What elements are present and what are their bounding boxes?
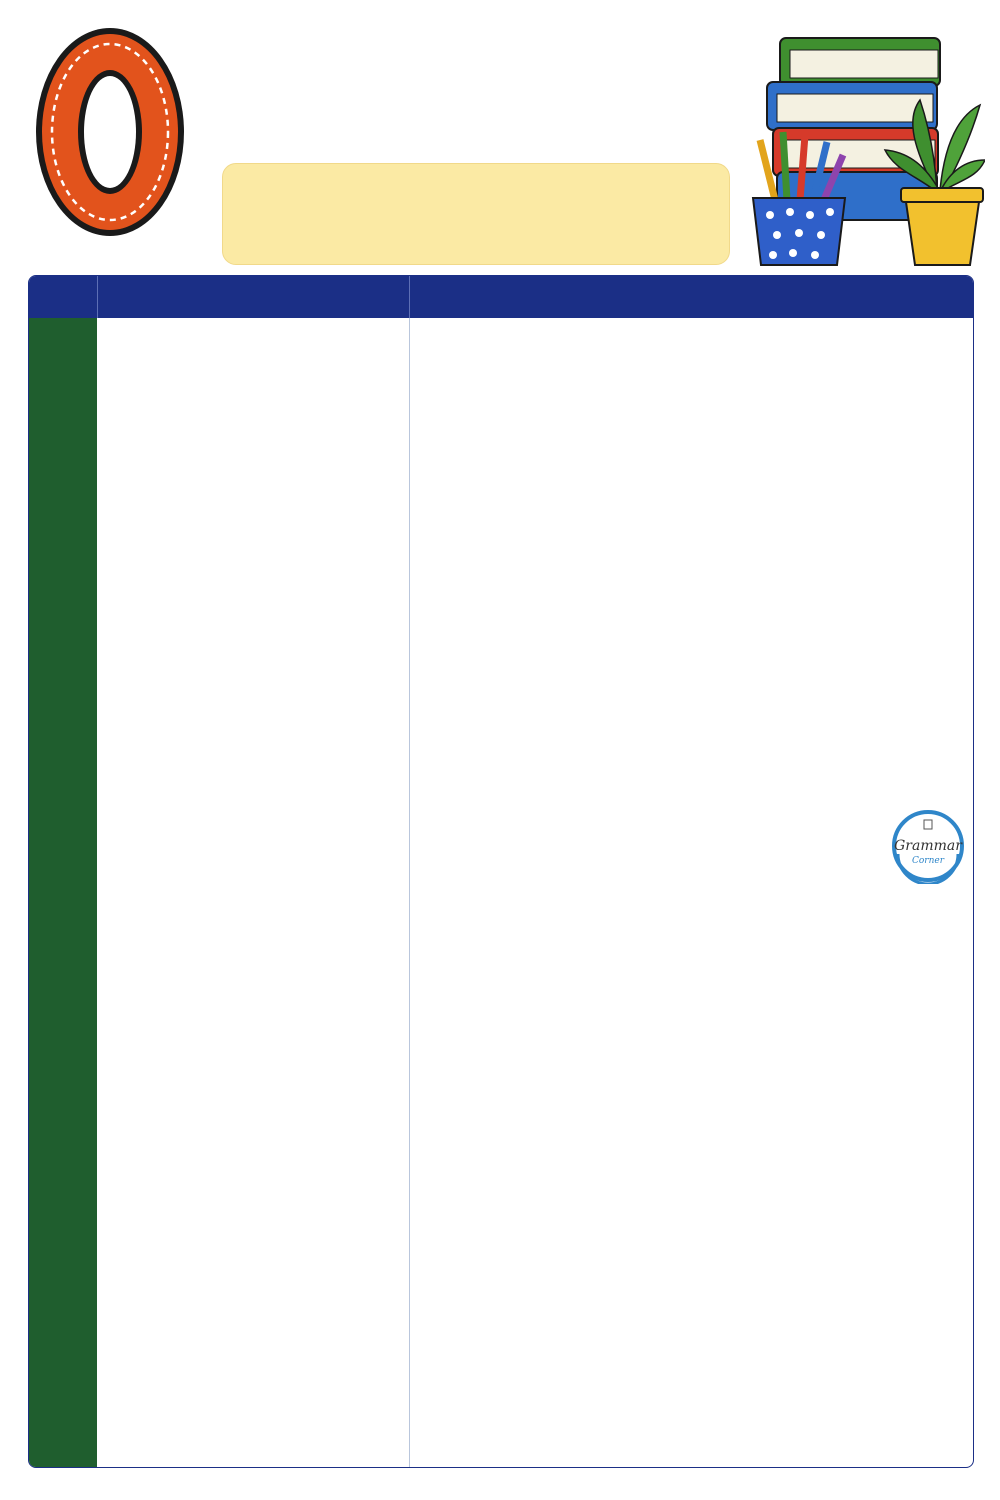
header-noun [97,276,409,318]
svg-text:Corner: Corner [911,856,945,866]
subtitle-box [222,163,730,265]
books-pencils-plant-icon [745,20,985,270]
big-letter-o-graphic [30,22,190,242]
number-column-background [29,318,97,1467]
nouns-table [28,275,974,1468]
column-divider [409,318,410,1467]
header-no [29,276,97,318]
svg-text:Grammar: Grammar [894,838,962,854]
table-header [29,276,973,318]
grammar-corner-logo [890,808,966,884]
header-example-sentence [409,276,974,318]
